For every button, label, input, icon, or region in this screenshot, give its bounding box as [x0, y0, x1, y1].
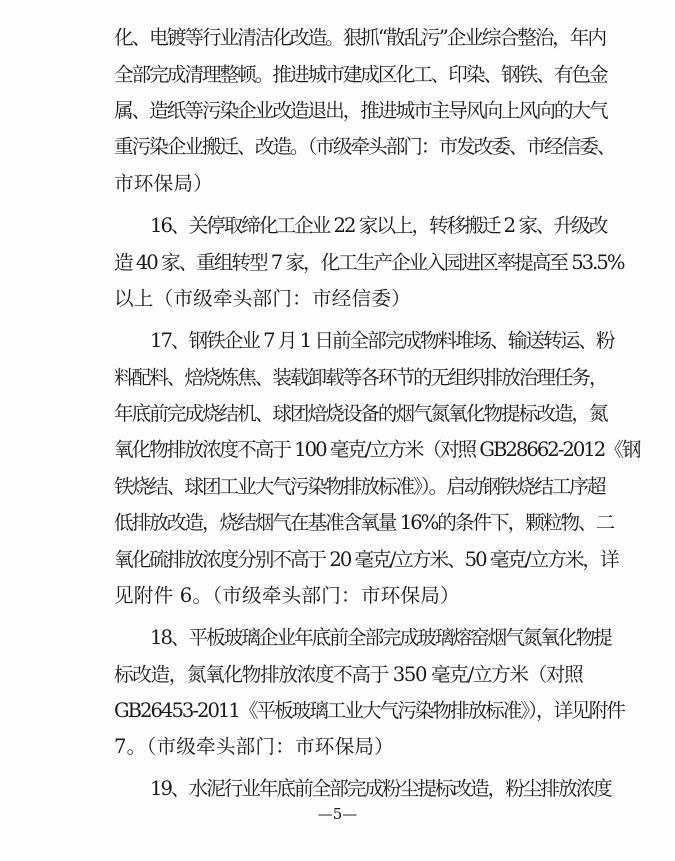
text-line: 重污染企业搬迁、改造。（市级牵头部门：市发改委、市经信委、 [114, 135, 615, 158]
text-line: 16、关停取缔化工企业 22 家以上，转移搬迁 2 家、升级改 [150, 214, 607, 237]
text-line: GB26453-2011《平板玻璃工业大气污染物排放标准》），详见附件 [114, 699, 624, 722]
text-line: 氧化物排放浓度不高于 100 毫克/立方米（对照 GB28662-2012《钢 [114, 438, 640, 461]
text-line: 年底前完成烧结机、球团焙烧设备的烟气氮氧化物提标改造，氮 [114, 402, 607, 425]
text-line: 见附件 6。（市级牵头部门：市环保局） [114, 584, 460, 607]
text-line: 料配料、焙烧炼焦、装载卸载等各环节的无组织排放治理任务， [114, 366, 607, 389]
text-line: 以上（市级牵头部门：市经信委） [114, 287, 411, 310]
text-line: 全部完成清理整顿。推进城市建成区化工、印染、钢铁、有色金 [114, 63, 607, 86]
text-line: 18、平板玻璃企业年底前全部完成玻璃熔窑烟气氮氧化物提 [150, 626, 611, 649]
page-number: —5— [317, 805, 358, 823]
text-line: 造 40 家、重组转型 7 家，化工生产企业入园进区率提高至 53.5% [114, 251, 624, 274]
text-line: 铁烧结、球团工业大气污染物排放标准》）。启动钢铁烧结工序超 [114, 475, 605, 498]
text-line: 氧化硫排放浓度分别不高于 20 毫克/立方米、50 毫克/立方米，详 [114, 548, 618, 571]
text-line: 市环保局） [114, 172, 213, 195]
text-line: 低排放改造，烧结烟气在基准含氧量 16%的条件下，颗粒物、二 [114, 511, 614, 534]
text-line: 化、电镀等行业清洁化改造。狠抓“散乱污”企业综合整治，年内 [114, 26, 606, 49]
text-line: 17、钢铁企业 7 月 1 日前全部完成物料堆场、输送转运、粉 [150, 329, 614, 352]
text-line: 19、水泥行业年底前全部完成粉尘提标改造，粉尘排放浓度 [150, 777, 611, 800]
text-line: 7。（市级牵头部门：市环保局） [114, 735, 394, 758]
text-line: 属、造纸等污染企业改造退出，推进城市主导风向上风向的大气 [114, 99, 607, 122]
text-line: 标改造，氮氧化物排放浓度不高于 350 毫克/立方米（对照 [114, 663, 583, 686]
